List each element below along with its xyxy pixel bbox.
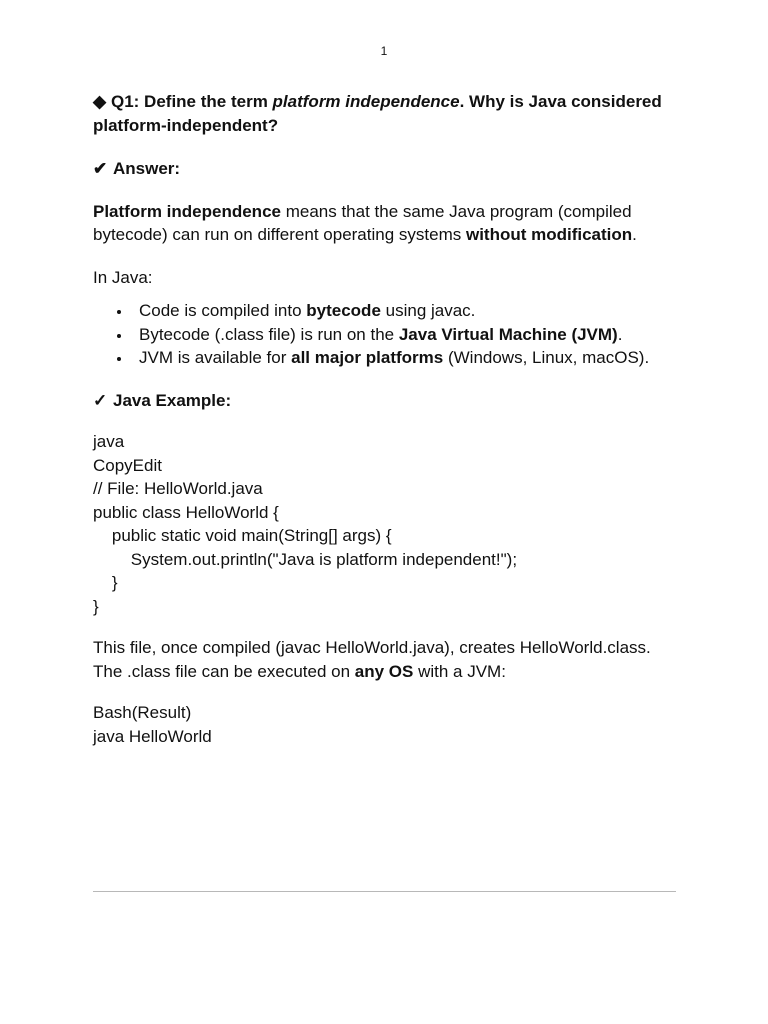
code-line: public class HelloWorld {: [93, 502, 279, 522]
horizontal-rule: [93, 891, 676, 892]
code-line: // File: HelloWorld.java: [93, 479, 263, 498]
in-java-label: In Java:: [93, 267, 153, 287]
feature-list: [93, 299, 678, 370]
definition-term: Platform independence: [93, 201, 281, 221]
execute-paragraph: [93, 660, 678, 684]
list-item-text: JVM is available for: [139, 348, 292, 367]
definition-bold-tail: without modification: [465, 225, 633, 244]
list-item-text: .: [617, 324, 623, 344]
code-block: [93, 430, 678, 618]
execute-text: The .class file can be executed on: [93, 661, 355, 681]
answer-heading: [93, 157, 678, 181]
check-mark-icon: ✓: [93, 390, 108, 410]
definition-end: .: [632, 225, 637, 244]
compile-paragraph: This file, once compiled (javac HelloWorld.java), creates HelloWorld.class.: [93, 638, 651, 657]
check-icon: ✔: [93, 159, 108, 178]
question-heading: [93, 90, 678, 138]
bash-line: java HelloWorld: [93, 726, 212, 746]
example-heading: [93, 389, 678, 413]
answer-heading-label: Answer:: [113, 159, 181, 178]
question-emphasis: platform independence: [272, 92, 460, 111]
list-item-text: Bytecode (.class file) is run on the: [139, 324, 399, 344]
list-item: [139, 323, 678, 347]
list-item: [139, 299, 678, 323]
list-item-text: Code is compiled into: [139, 301, 307, 320]
execute-text: with a JVM:: [413, 661, 506, 681]
definition-text: means that the same Java program (compiled bytecode) can run on different operating systems: [93, 201, 632, 244]
diamond-icon: ◆: [93, 92, 107, 111]
question-prefix: Q1: Define the term: [111, 92, 273, 111]
example-heading-label: Java Example:: [113, 390, 232, 410]
definition-paragraph: [93, 200, 678, 247]
code-line: public static void main(String[] args) {: [93, 526, 392, 545]
list-item-text: (Windows, Linux, macOS).: [443, 348, 650, 367]
list-item-bold: all major platforms: [291, 348, 444, 367]
execute-bold: any OS: [354, 661, 414, 681]
list-item-bold: Java Virtual Machine (JVM): [398, 324, 618, 344]
code-line: }: [93, 573, 118, 592]
list-item: [139, 346, 678, 370]
page-number: 1: [380, 44, 388, 58]
code-line: System.out.println("Java is platform independent!");: [93, 549, 518, 569]
bash-block: [93, 701, 678, 748]
list-item-text: using javac.: [380, 301, 476, 320]
code-line: }: [93, 596, 99, 616]
page-content: [93, 90, 678, 748]
code-line: java: [93, 432, 125, 451]
list-item-bold: bytecode: [306, 301, 381, 320]
bash-line: Bash(Result): [93, 703, 192, 722]
question-suffix: . Why is Java considered platform-independent?: [93, 92, 662, 135]
code-line: CopyEdit: [93, 455, 162, 475]
